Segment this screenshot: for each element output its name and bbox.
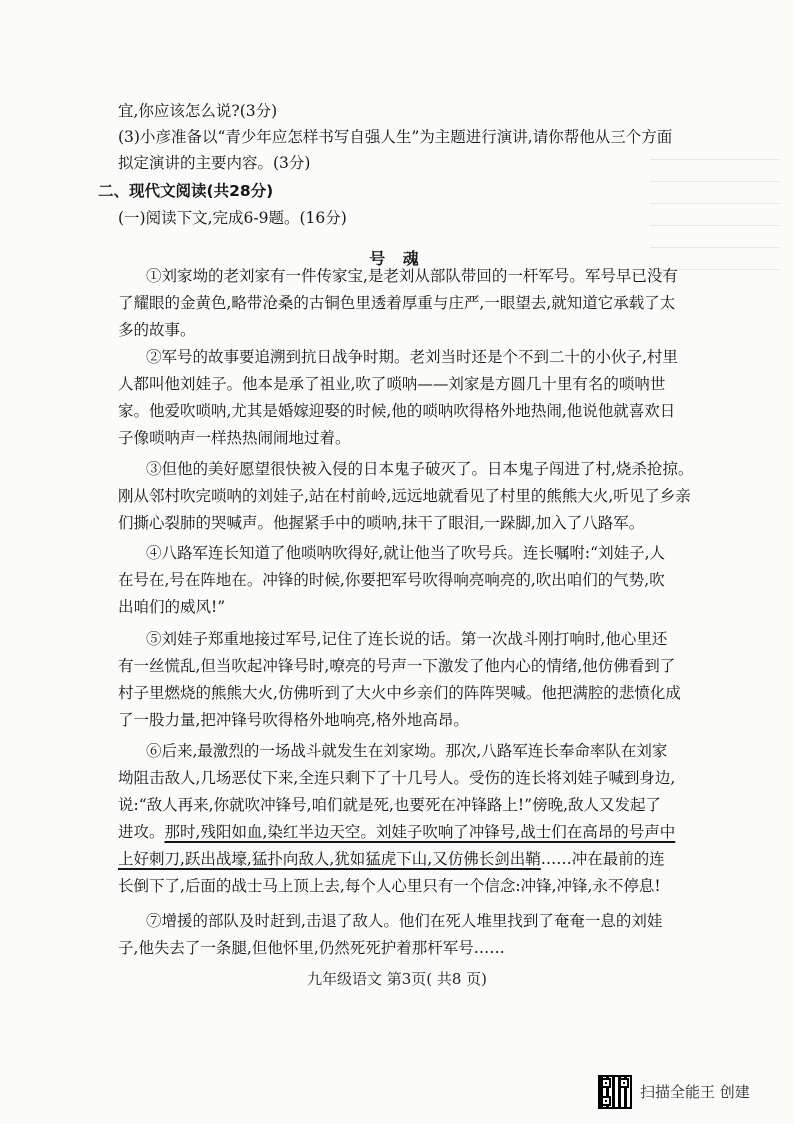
paragraph-line: 有一丝慌乱,但当吹起冲锋号时,嘹亮的号声一下激发了他内心的情绪,他仿佛看到了 [118, 657, 676, 675]
paragraph-line: ①刘家坳的老刘家有一件传家宝,是老刘从部队带回的一杆军号。军号早已没有 [146, 267, 678, 285]
qr-finder-icon [601, 1096, 611, 1106]
paragraph-line: 在号在,号在阵地在。冲锋的时候,你要把军号吹得响亮响亮的,吹出咱们的气势,吹 [118, 571, 665, 589]
paragraph-line: 们撕心裂肺的哭喊声。他握紧手中的唢呐,抹干了眼泪,一跺脚,加入了八路军。 [118, 514, 645, 532]
question-line: (3)小彦准备以“青少年应怎样书写自强人生”为主题进行演讲,请你帮他从三个方面 [118, 128, 673, 146]
paragraph-line: 坳阻击敌人,几场恶仗下来,全连只剩下了十几号人。受伤的连长将刘娃子喊到身边, [118, 769, 676, 787]
paragraph-line: ②军号的故事要追溯到抗日战争时期。老刘当时还是个不到二十的小伙子,村里 [146, 348, 678, 366]
paragraph-line: 多的故事。 [118, 321, 196, 339]
paragraph-line: 刚从邻村吹完唢呐的刘娃子,站在村前岭,远远地就看见了村里的熊熊大火,听见了乡亲 [118, 487, 691, 505]
article-title: 号 魂 [369, 249, 425, 268]
underlined-sentence [118, 848, 665, 870]
paragraph-fragment: ……冲在最前的连 [540, 850, 665, 868]
qr-finder-icon [619, 1078, 629, 1088]
sub-heading: (一)阅读下文,完成6-9题。(16分) [118, 209, 347, 227]
paragraph-line: ⑦增援的部队及时赶到,击退了敌人。他们在死人堆里找到了奄奄一息的刘娃 [146, 912, 663, 930]
paragraph-line: ⑤刘娃子郑重地接过军号,记住了连长说的话。第一次战斗刚打响时,他心里还 [146, 630, 668, 648]
paragraph-line: ③但他的美好愿望很快被入侵的日本鬼子破灭了。日本鬼子闯进了村,烧杀抢掠。 [146, 460, 694, 478]
scanner-watermark: 扫描全能王 创建 [640, 1083, 750, 1101]
paragraph-line: 子,他失去了一条腿,但他怀里,仍然死死护着那杆军号…… [118, 939, 505, 957]
section-heading: 二、现代文阅读(共28分) [98, 182, 274, 200]
question-line: 宜,你应该怎么说?(3分) [118, 102, 278, 120]
qr-finder-icon [601, 1078, 611, 1088]
underlined-text: 那时,残阳如血,染红半边天空。刘娃子吹响了冲锋号,战士们在高昂的号声中 [164, 823, 676, 841]
question-line: 拟定演讲的主要内容。(3分) [118, 154, 311, 172]
paragraph-line: 村子里燃烧的熊熊大火,仿佛听到了大火中乡亲们的阵阵哭喊。他把满腔的悲愤化成 [118, 684, 681, 702]
paragraph-line: 人都叫他刘娃子。他本是承了祖业,吹了唢呐——刘家是方圆几十里有名的唢呐世 [118, 375, 666, 393]
paragraph-line: 了一股力量,把冲锋号吹得格外地响亮,格外地高昂。 [118, 711, 469, 729]
paragraph-line: 出咱们的威风!” [118, 598, 226, 616]
qr-code-icon [598, 1075, 632, 1109]
paragraph-line: 了耀眼的金黄色,略带沧桑的古铜色里透着厚重与庄严,一眼望去,就知道它承载了太 [118, 294, 676, 312]
paragraph-line: 家。他爱吹唢呐,尤其是婚嫁迎娶的时候,他的唢呐吹得格外地热闹,他说他就喜欢日 [118, 402, 676, 420]
paragraph-line: 子像唢呐声一样热热闹闹地过着。 [118, 429, 351, 447]
underlined-text: 上好刺刀,跃出战壕,猛扑向敌人,犹如猛虎下山,又仿佛长剑出鞘 [118, 850, 541, 868]
paragraph-line: 说:“敌人再来,你就吹冲锋号,咱们就是死,也要死在冲锋路上!”傍晚,敌人又发起了 [118, 796, 662, 814]
underlined-sentence [118, 821, 675, 843]
paragraph-line: ④八路军连长知道了他唢呐吹得好,就让他当了吹号兵。连长嘱咐:“刘娃子,人 [146, 544, 666, 562]
paragraph-fragment: 进攻。 [118, 823, 165, 841]
paragraph-line: 长倒下了,后面的战士马上顶上去,每个人心里只有一个信念:冲锋,冲锋,永不停息! [118, 877, 661, 895]
paragraph-line: ⑥后来,最激烈的一场战斗就发生在刘家坳。那次,八路军连长奉命率队在刘家 [146, 742, 668, 760]
page-footer: 九年级语文 第3页( 共8 页) [306, 970, 488, 988]
